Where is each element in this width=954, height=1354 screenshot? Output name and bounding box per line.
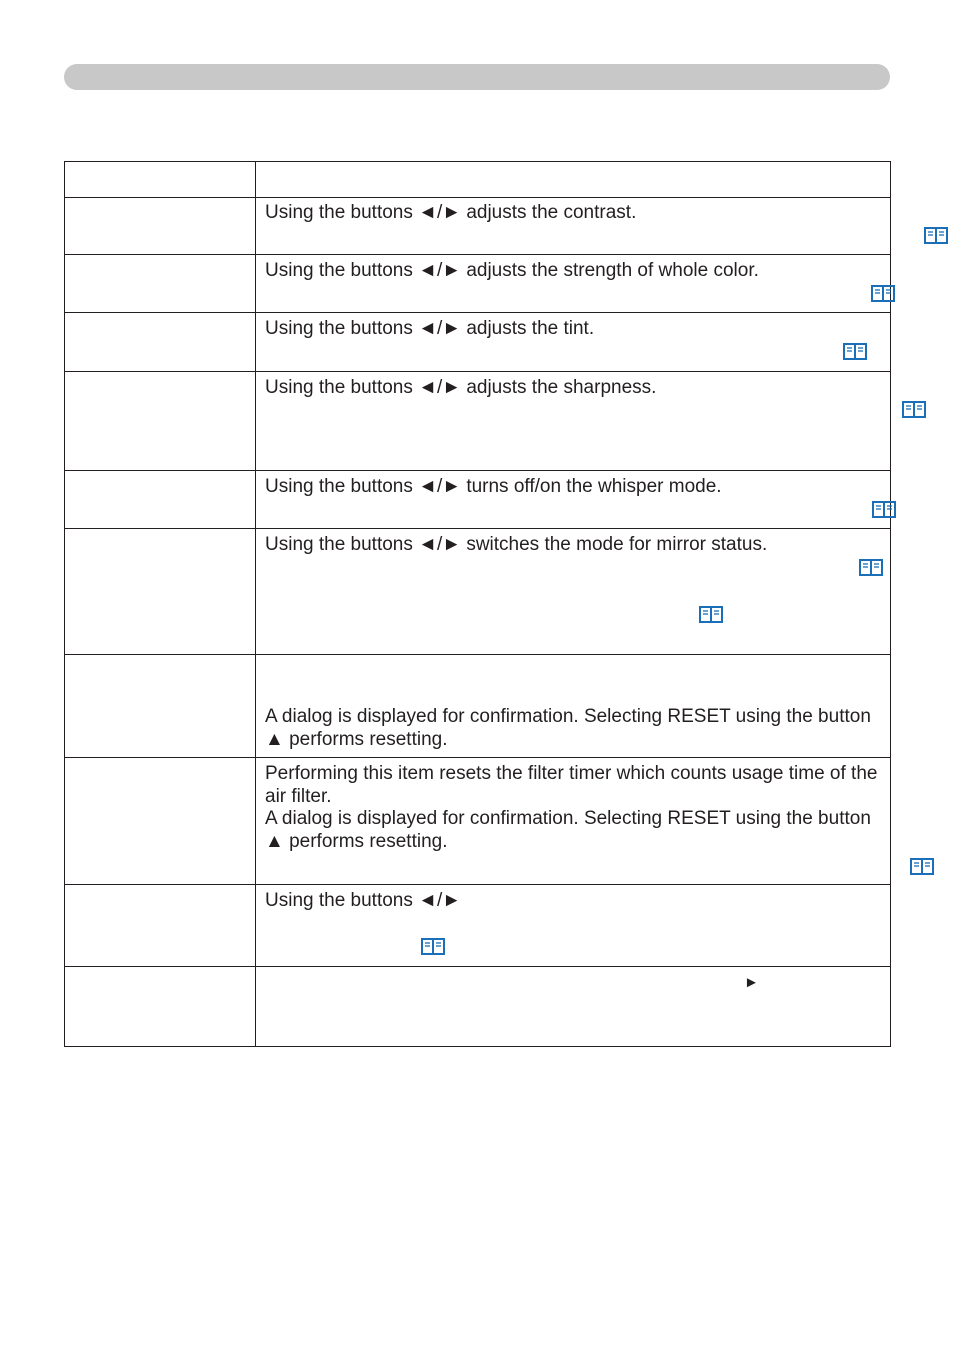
description-text: Using the buttons ◄/► adjusts the contrast. <box>265 202 637 223</box>
description-text: Performing this item resets the filter timer which counts usage time of the air filter. <box>265 763 878 807</box>
table-row <box>65 255 891 313</box>
table-row <box>65 198 891 255</box>
menu-items-table <box>64 161 891 1047</box>
book-reference-icon <box>871 285 895 303</box>
table-row <box>65 655 891 758</box>
item-description-cell <box>256 372 891 471</box>
item-description-cell <box>256 255 891 313</box>
book-reference-icon <box>910 858 934 876</box>
description-text: Using the buttons ◄/► <box>265 890 462 911</box>
book-reference-icon <box>859 559 883 577</box>
item-name-cell <box>65 655 256 758</box>
book-reference-icon <box>421 938 445 956</box>
table-row <box>65 758 891 885</box>
description-text: Using the buttons ◄/► switches the mode for mirror status. <box>265 534 768 555</box>
description-text: Using the buttons ◄/► turns off/on the whisper mode. <box>265 476 722 497</box>
description-text: A dialog is displayed for confirmation. Selecting RESET using the button ▲ performs resetting. <box>265 706 871 750</box>
section-title-bar <box>64 64 890 90</box>
table-row <box>65 967 891 1047</box>
book-reference-icon <box>924 227 948 245</box>
item-description-cell <box>256 967 891 1047</box>
header-description-cell <box>256 162 891 198</box>
table-row <box>65 372 891 471</box>
description-text: Using the buttons ◄/► adjusts the tint. <box>265 318 595 339</box>
description-text: Using the buttons ◄/► adjusts the strength of whole color. <box>265 260 759 281</box>
header-item-cell <box>65 162 256 198</box>
table-header-row <box>65 162 891 198</box>
item-description-cell <box>256 655 891 758</box>
book-reference-icon <box>699 606 723 624</box>
item-description-cell <box>256 758 891 885</box>
book-reference-icon <box>902 401 926 419</box>
table-row <box>65 885 891 967</box>
item-description-cell <box>256 529 891 655</box>
table-row <box>65 529 891 655</box>
item-name-cell <box>65 372 256 471</box>
description-text: Using the buttons ◄/► adjusts the sharpness. <box>265 377 657 398</box>
book-reference-icon <box>872 501 896 519</box>
item-name-cell <box>65 758 256 885</box>
book-reference-icon <box>843 343 867 361</box>
item-name-cell <box>65 471 256 529</box>
description-text: A dialog is displayed for confirmation. Selecting RESET using the button ▲ performs resetting. <box>265 808 871 852</box>
item-name-cell <box>65 885 256 967</box>
item-description-cell <box>256 471 891 529</box>
table-row <box>65 313 891 372</box>
item-name-cell <box>65 255 256 313</box>
item-name-cell <box>65 529 256 655</box>
right-arrow-icon: ► <box>744 974 759 991</box>
item-name-cell <box>65 967 256 1047</box>
item-description-cell <box>256 885 891 967</box>
table-row <box>65 471 891 529</box>
item-name-cell <box>65 313 256 372</box>
item-name-cell <box>65 198 256 255</box>
item-description-cell <box>256 198 891 255</box>
item-description-cell <box>256 313 891 372</box>
